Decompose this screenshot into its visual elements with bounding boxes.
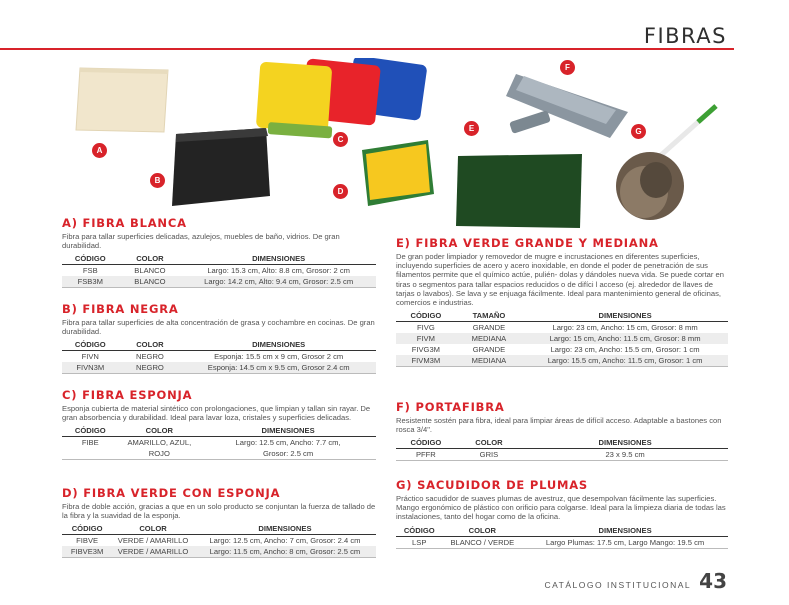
table-cell: MEDIANA bbox=[456, 355, 522, 367]
column-header: CÓDIGO bbox=[62, 339, 119, 351]
section-title: G) SACUDIDOR DE PLUMAS bbox=[396, 478, 588, 492]
table-cell: GRANDE bbox=[472, 345, 506, 355]
table-cell: Largo: 11.5 cm, Ancho: 8 cm, Grosor: 2.5 cm bbox=[194, 546, 376, 558]
product-table bbox=[62, 339, 376, 374]
table-cell: Largo Plumas: 17.5 cm, Largo Mango: 19.5 cm bbox=[545, 537, 705, 547]
label-d-badge: D bbox=[333, 184, 348, 199]
column-header: COLOR bbox=[456, 437, 522, 449]
table-cell: BLANCO bbox=[119, 276, 182, 288]
page-footer bbox=[544, 569, 727, 593]
label-b-badge: B bbox=[150, 173, 165, 188]
table-cell: FSB3M bbox=[62, 276, 119, 288]
table-cell: Largo: 12.5 cm, Ancho: 7.7 cm, bbox=[235, 438, 341, 448]
table-cell: Largo: 15 cm, Ancho: 11.5 cm, Grosor: 8 mm bbox=[522, 333, 728, 344]
product-table bbox=[396, 437, 728, 461]
table-cell: BLANCO bbox=[134, 266, 166, 276]
section-title: C) FIBRA ESPONJA bbox=[62, 388, 193, 402]
column-header: COLOR bbox=[442, 525, 522, 537]
section-fibra-negra bbox=[62, 302, 376, 374]
table-row bbox=[62, 351, 376, 363]
table-row bbox=[396, 322, 728, 334]
table-row bbox=[396, 449, 728, 461]
section-title: E) FIBRA VERDE GRANDE Y MEDIANA bbox=[396, 236, 659, 250]
table-row bbox=[62, 437, 376, 449]
product-table bbox=[396, 525, 728, 549]
section-description: Fibra de doble acción, gracias a que en un solo producto se conjuntan la fuerza de tallado de la fibra y la suavidad de la esponja. bbox=[62, 502, 376, 521]
section-fibra-esponja bbox=[62, 388, 376, 460]
table-cell bbox=[62, 448, 119, 460]
column-header: DIMENSIONES bbox=[194, 523, 376, 535]
column-header: COLOR bbox=[119, 425, 201, 437]
table-cell: Largo: 15.3 cm, Alto: 8.8 cm, Grosor: 2 cm bbox=[207, 266, 350, 276]
section-description: Esponja cubierta de material sintético con prolongaciones, que limpian y tallan sin rayar. De gran absorbencia y durabilidad. Ideal para lavar loza, cristales y superficies delicadas. bbox=[62, 404, 371, 423]
table-row bbox=[62, 362, 376, 374]
column-header: CÓDIGO bbox=[62, 523, 112, 535]
table-cell: NEGRO bbox=[135, 352, 164, 362]
feather-duster-image bbox=[610, 100, 728, 228]
column-header: COLOR bbox=[119, 253, 182, 265]
table-cell: FIVG3M bbox=[411, 345, 441, 355]
table-cell: Largo: 23 cm, Ancho: 15 cm, Grosor: 8 mm bbox=[552, 323, 698, 333]
table-cell: FIVM3M bbox=[396, 355, 456, 367]
table-cell: GRANDE bbox=[472, 323, 506, 333]
column-header: DIMENSIONES bbox=[181, 253, 376, 265]
section-description: Resistente sostén para fibra, ideal para limpiar áreas de difícil acceso. Adaptable a bastones con rosca 3/4". bbox=[396, 416, 722, 435]
table-cell: Largo: 14.2 cm, Alto: 9.4 cm, Grosor: 2.5 cm bbox=[181, 276, 376, 288]
table-cell: Esponja: 14.5 cm x 9.5 cm, Grosor 2.4 cm bbox=[181, 362, 376, 374]
label-f-badge: F bbox=[560, 60, 575, 75]
section-title: A) FIBRA BLANCA bbox=[62, 216, 187, 230]
section-description: Fibra para tallar superficies delicadas, azulejos, muebles de baño, vidrios. De gran durabilidad. bbox=[62, 232, 340, 251]
table-cell: FIVN3M bbox=[62, 362, 119, 374]
product-table bbox=[62, 253, 376, 288]
column-header: COLOR bbox=[112, 523, 194, 535]
label-g-badge: G bbox=[631, 124, 646, 139]
table-cell: FIVG bbox=[417, 323, 435, 333]
column-header: CÓDIGO bbox=[62, 425, 119, 437]
table-cell: LSP bbox=[412, 537, 427, 547]
table-cell: Largo: 23 cm, Ancho: 15.5 cm, Grosor: 1 cm bbox=[550, 345, 700, 355]
column-header: CÓDIGO bbox=[396, 310, 456, 322]
table-cell: FIBVE3M bbox=[62, 546, 112, 558]
table-cell: VERDE / AMARILLO bbox=[112, 546, 194, 558]
table-row bbox=[62, 535, 376, 547]
section-title: B) FIBRA NEGRA bbox=[62, 302, 179, 316]
table-cell: AMARILLO, AZUL, bbox=[127, 438, 192, 448]
column-header: CÓDIGO bbox=[62, 253, 119, 265]
column-header: CÓDIGO bbox=[396, 437, 456, 449]
section-sacudidor-de-plumas bbox=[396, 478, 728, 549]
table-cell: FIBVE bbox=[76, 536, 99, 546]
table-cell: MEDIANA bbox=[456, 333, 522, 344]
table-cell: BLANCO / VERDE bbox=[450, 537, 515, 547]
white-fiber-image bbox=[72, 64, 172, 136]
table-cell: 23 x 9.5 cm bbox=[605, 450, 645, 460]
table-row bbox=[62, 448, 376, 460]
column-header: TAMAÑO bbox=[456, 310, 522, 322]
page-number: 43 bbox=[699, 569, 727, 593]
column-header: CÓDIGO bbox=[396, 525, 442, 537]
page-title: FIBRAS bbox=[643, 24, 727, 48]
column-header: DIMENSIONES bbox=[522, 437, 728, 449]
table-cell: Grosor: 2.5 cm bbox=[262, 449, 314, 459]
table-cell: FSB bbox=[82, 266, 98, 276]
green-sponge-fiber-image bbox=[356, 136, 438, 210]
section-fibra-blanca bbox=[62, 216, 376, 288]
section-description: De gran poder limpiador y removedor de mugre e incrustaciones en diferentes superficies, incluyendo superficies de acero y acero inoxidable, en donde el poder de penetración de sus filamentos permite que el químico actúe, pulién- dolas y dándoles nueva vida. Se puede cortar en tiras o segmentos para tallar espacios reducidos o de difíci l acceso (ej. alrededor de llaves de tarjas o lavabos). Se lava y se enjuaga fácilmente. Ideal para mantenimiento general de oficinas, comercios e industrias. bbox=[396, 252, 724, 308]
section-fibra-verde-con-esponja bbox=[62, 486, 376, 558]
column-header: DIMENSIONES bbox=[522, 525, 728, 537]
table-cell: VERDE / AMARILLO bbox=[117, 536, 189, 546]
table-cell: GRIS bbox=[479, 450, 499, 460]
table-cell: FIBE bbox=[81, 438, 99, 448]
section-title: D) FIBRA VERDE CON ESPONJA bbox=[62, 486, 281, 500]
column-header: COLOR bbox=[119, 339, 182, 351]
product-table bbox=[396, 310, 728, 367]
green-fiber-pad-image bbox=[454, 150, 586, 232]
label-e-badge: E bbox=[464, 121, 479, 136]
sponge-fiber-image bbox=[256, 58, 432, 142]
table-row bbox=[396, 333, 728, 344]
section-portafibra bbox=[396, 400, 728, 461]
product-table bbox=[62, 523, 376, 558]
title-rule bbox=[0, 48, 734, 50]
section-description: Fibra para tallar superficies de alta concentración de grasa y cochambre en cocinas. De gran durabilidad. bbox=[62, 318, 375, 337]
column-header: DIMENSIONES bbox=[522, 310, 728, 322]
table-cell: ROJO bbox=[148, 449, 170, 459]
table-row bbox=[396, 355, 728, 367]
product-table bbox=[62, 425, 376, 460]
table-row bbox=[396, 536, 728, 548]
table-cell: Largo: 12.5 cm, Ancho: 7 cm, Grosor: 2.4 cm bbox=[209, 536, 361, 546]
table-cell: Largo: 15.5 cm, Ancho: 11.5 cm, Grosor: 1 cm bbox=[522, 355, 728, 367]
section-fibra-verde-grande-mediana bbox=[396, 236, 728, 367]
table-cell: FIVM bbox=[396, 333, 456, 344]
column-header: DIMENSIONES bbox=[181, 339, 376, 351]
table-row bbox=[62, 276, 376, 288]
table-cell: FIVN bbox=[81, 352, 99, 362]
section-title: F) PORTAFIBRA bbox=[396, 400, 505, 414]
table-cell: NEGRO bbox=[119, 362, 182, 374]
table-row bbox=[62, 265, 376, 277]
table-row bbox=[62, 546, 376, 558]
catalog-name: CATÁLOGO INSTITUCIONAL bbox=[544, 580, 692, 590]
table-cell: Esponja: 15.5 cm x 9 cm, Grosor 2 cm bbox=[214, 352, 344, 362]
table-row bbox=[396, 344, 728, 355]
table-cell: PFFR bbox=[415, 450, 436, 460]
section-description: Práctico sacudidor de suaves plumas de avestruz, que desempolvan fácilmente las superficies. Mango ergonómico de plástico con orificio para colgarse. Ideal para la limpieza diaria de todas las instalaciones, tanto del hogar como de la oficina. bbox=[396, 494, 726, 522]
column-header: DIMENSIONES bbox=[200, 425, 376, 437]
label-a-badge: A bbox=[92, 143, 107, 158]
label-c-badge: C bbox=[333, 132, 348, 147]
